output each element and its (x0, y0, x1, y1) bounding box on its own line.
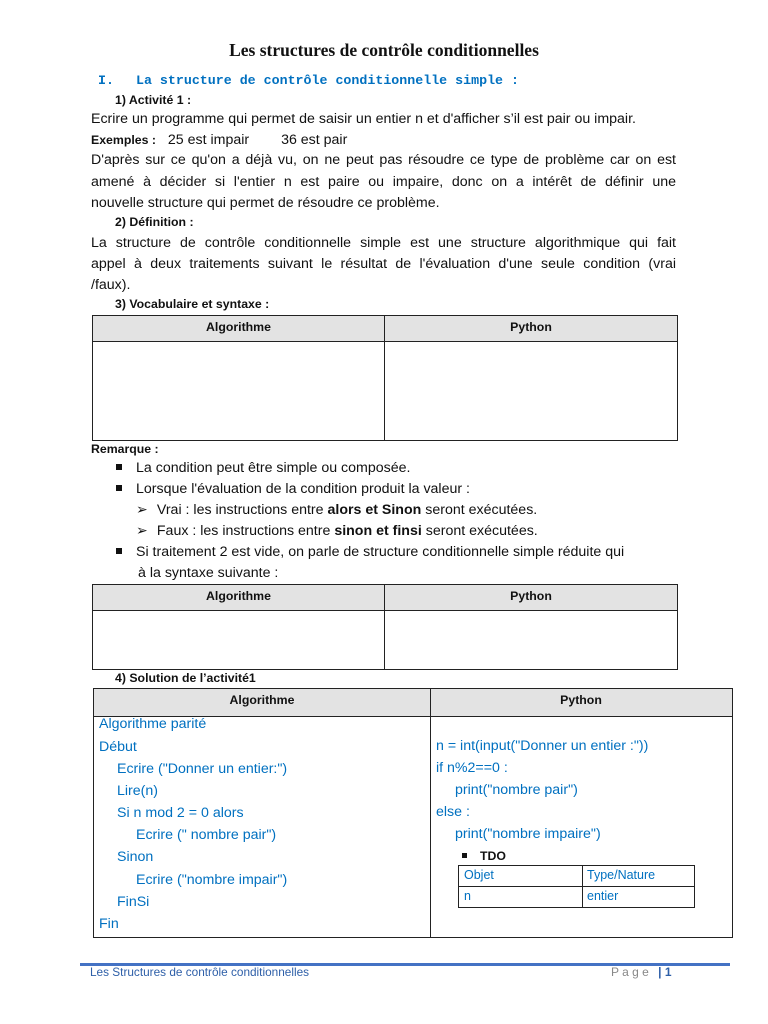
square-bullet-icon (462, 853, 467, 858)
tdo-header-type: Type/Nature (587, 868, 656, 882)
activite-heading: 1) Activité 1 : (115, 93, 192, 107)
section-heading (98, 71, 519, 91)
tdo-cell-objet: n (464, 889, 471, 903)
tdo-label: TDO (480, 849, 506, 863)
algo-line: Sinon (117, 849, 154, 865)
table-header-python: Python (510, 320, 552, 334)
vocab-heading: 3) Vocabulaire et syntaxe : (115, 297, 270, 311)
table-header-python: Python (560, 693, 602, 707)
tdo-header-objet: Objet (464, 868, 494, 882)
definition-heading: 2) Définition : (115, 215, 194, 229)
activite-text: Ecrire un programme qui permet de saisir un entier n et d'afficher s’il est pair ou impair. (91, 111, 636, 127)
remarque-bullet (116, 479, 470, 499)
tdo-table (458, 865, 695, 908)
definition-line: /faux). (91, 277, 131, 293)
arrow-bullet-icon: ➢ (136, 523, 148, 539)
example-2: 36 est pair (281, 132, 348, 148)
table-header-algorithme: Algorithme (229, 693, 295, 707)
sub-bullet-faux (136, 521, 538, 541)
bullet-keywords: alors et Sinon (327, 502, 422, 518)
table-header-algorithme: Algorithme (206, 589, 271, 603)
sub-bullet-vrai (136, 500, 537, 520)
bullet-text: La condition peut être simple ou composée. (136, 460, 411, 476)
bullet-continuation: à la syntaxe suivante : (138, 565, 279, 581)
table-header-algorithme: Algorithme (206, 320, 271, 334)
remarque-label: Remarque : (91, 442, 159, 456)
table-header-python: Python (510, 589, 552, 603)
square-bullet-icon (116, 464, 122, 470)
footer-page (611, 962, 672, 982)
remarque-bullet (116, 542, 624, 562)
algo-line: Fin (99, 916, 119, 932)
examples-line (91, 130, 347, 150)
algo-line: Lire(n) (117, 783, 158, 799)
section-title: La structure de contrôle conditionnelle simple : (135, 73, 519, 88)
algo-line: Ecrire ("nombre impair") (136, 872, 288, 888)
footer-title: Les Structures de contrôle conditionnelles (90, 965, 310, 979)
algo-line: FinSi (117, 894, 150, 910)
definition-line: La structure de contrôle conditionnelle simple est une structure algorithmique qui fait (91, 235, 676, 251)
tdo-bullet (462, 846, 506, 866)
example-1: 25 est impair (167, 132, 250, 148)
solution-heading: 4) Solution de l’activité1 (115, 671, 256, 685)
algo-line: Algorithme parité (99, 716, 207, 732)
paragraph-line: nouvelle structure qui permet de résoudre ce problème. (91, 195, 440, 211)
bullet-text: Si traitement 2 est vide, on parle de structure conditionnelle simple réduite qui (136, 544, 625, 560)
algo-line: Ecrire ("Donner un entier:") (117, 761, 288, 777)
square-bullet-icon (116, 485, 122, 491)
bullet-text: seront exécutées. (421, 502, 538, 518)
definition-line: appel à deux traitements suivant le résultat de l'évaluation d'une seule condition (vrai (91, 256, 676, 272)
page-label: P a g e (611, 965, 649, 979)
algo-line: Début (99, 739, 137, 755)
bullet-text: Vrai : les instructions entre (156, 502, 328, 518)
bullet-text: seront exécutées. (421, 523, 538, 539)
algo-line: Ecrire (" nombre pair") (136, 827, 277, 843)
python-line: else : (436, 804, 470, 820)
examples-label: Exemples : (91, 133, 156, 147)
tdo-cell-type: entier (587, 889, 619, 903)
square-bullet-icon (116, 548, 122, 554)
bullet-text: Lorsque l'évaluation de la condition produit la valeur : (136, 481, 470, 497)
python-line: if n%2==0 : (436, 760, 508, 776)
bullet-keywords: sinon et finsi (334, 523, 422, 539)
arrow-bullet-icon: ➢ (136, 502, 148, 518)
syntax-reduced-table (92, 584, 678, 670)
bullet-text: Faux : les instructions entre (156, 523, 335, 539)
paragraph-line: D'après sur ce qu'on a déjà vu, on ne peut pas résoudre ce type de problème car on est (91, 152, 676, 168)
page-title: Les structures de contrôle conditionnelles (229, 40, 539, 60)
algo-line: Si n mod 2 = 0 alors (117, 805, 244, 821)
python-line: print("nombre impaire") (455, 826, 601, 842)
python-line: n = int(input("Donner un entier :")) (436, 738, 649, 754)
vocab-table (92, 315, 678, 441)
section-number: I. (98, 73, 114, 88)
paragraph-line: amené à décider si l'entier n est paire ou impaire, donc on a intérêt de définir une (91, 174, 676, 190)
page-number: | 1 (658, 965, 672, 979)
remarque-bullet (116, 458, 410, 478)
python-line: print("nombre pair") (455, 782, 578, 798)
